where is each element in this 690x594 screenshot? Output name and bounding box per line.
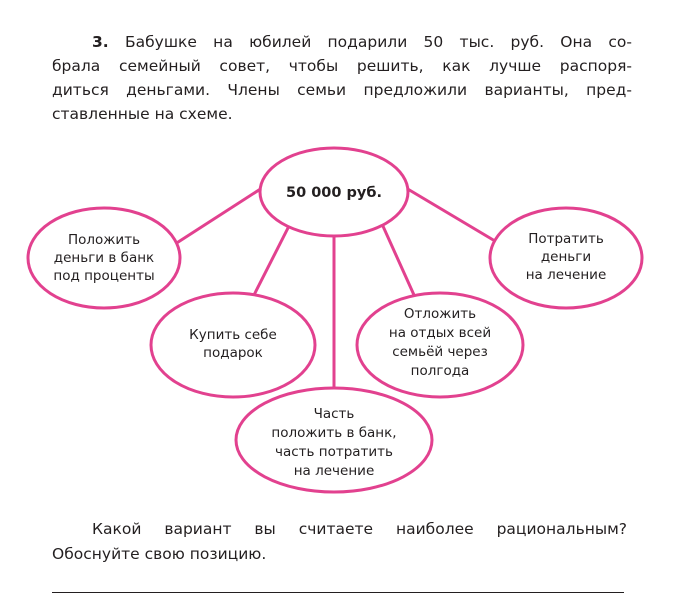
node-treatment-line-2: деньги [540, 249, 592, 265]
node-bank-line-3: под проценты [53, 268, 155, 284]
task-line-2: брала семейный совет, чтобы решить, как лучше распоря- [52, 57, 632, 75]
task-line-4: ставленные на схеме. [52, 105, 233, 123]
question-line-2: Обоснуйте свою позицию. [52, 545, 267, 563]
connector-bank [172, 188, 262, 246]
node-vacation-line-1: Отложить [403, 306, 477, 322]
node-treatment-line-3: на лечение [525, 267, 607, 283]
task-line-1-text: Бабушке на юбилей подарили 50 тыс. руб. Она со- [124, 33, 632, 51]
task-line-3: диться деньгами. Члены семьи предложили варианты, пред- [52, 81, 632, 99]
task-number: 3. [92, 33, 109, 51]
connector-vacation [382, 224, 414, 295]
node-gift-line-2: подарок [203, 345, 263, 361]
connector-gift [254, 224, 290, 295]
node-bank-line-2: деньги в банк [53, 250, 155, 266]
question-text [52, 517, 627, 567]
connector-treatment [406, 188, 500, 244]
node-split-line-2: положить в банк, [271, 425, 397, 441]
node-vacation-line-3: семьёй через [392, 344, 488, 360]
center-node-label: 50 000 руб. [285, 185, 383, 201]
node-vacation-line-2: на отдых всей [388, 325, 492, 341]
node-gift-line-1: Купить себе [189, 327, 277, 343]
node-treatment-line-1: Потратить [528, 231, 604, 247]
node-bank-line-1: Положить [67, 232, 141, 248]
node-vacation-line-4: полгода [410, 363, 470, 379]
node-split-line-1: Часть [313, 406, 355, 422]
node-split-line-3: часть потратить [274, 444, 394, 460]
answer-line[interactable] [52, 592, 624, 593]
node-split-line-4: на лечение [293, 463, 375, 479]
question-line-1: Какой вариант вы считаете наиболее рациональным? [92, 520, 627, 538]
